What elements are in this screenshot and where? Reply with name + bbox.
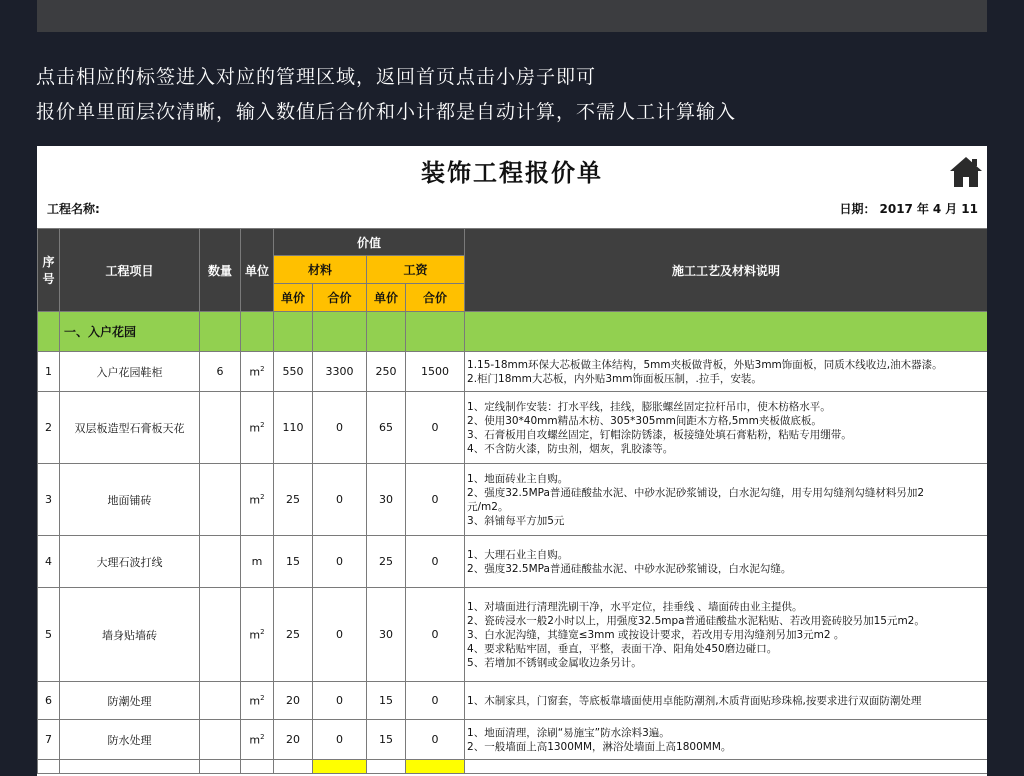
- row-description: [465, 536, 987, 588]
- row-qty: [200, 720, 241, 760]
- row-seq: 4: [38, 536, 60, 588]
- row-material-unit-price: 20: [274, 720, 313, 760]
- row-material-total: 0: [313, 392, 367, 464]
- unit-text: m: [249, 694, 261, 708]
- row-unit: [241, 588, 274, 682]
- description-line: 1、地面清理，涂刷“易施宝”防水涂料3遍。: [467, 726, 670, 739]
- row-item: 墙身贴墙砖: [60, 588, 200, 682]
- unit-superscript: 2: [260, 732, 265, 741]
- row-description: [465, 720, 987, 760]
- section-cell: [465, 312, 987, 352]
- row-description: [465, 588, 987, 682]
- row-item: 入户花园鞋柜: [60, 352, 200, 392]
- header-material: 材料: [274, 256, 367, 284]
- row-material-total: 0: [313, 720, 367, 760]
- date-month: 4: [932, 202, 942, 216]
- table-cell: [274, 760, 313, 774]
- section-cell: [274, 312, 313, 352]
- unit-superscript: 2: [260, 693, 265, 702]
- row-unit: [241, 536, 274, 588]
- row-item: 防潮处理: [60, 682, 200, 720]
- unit-text: m: [249, 365, 261, 379]
- description-line: 4、不含防火漆，防虫剂，烟灰，乳胶漆等。: [467, 442, 674, 455]
- section-cell: [241, 312, 274, 352]
- table-row: [38, 720, 988, 760]
- row-qty: [200, 536, 241, 588]
- row-seq: 5: [38, 588, 60, 682]
- row-labor-unit-price: 15: [367, 682, 406, 720]
- row-material-unit-price: 15: [274, 536, 313, 588]
- table-row: [38, 464, 988, 536]
- row-labor-total: 1500: [406, 352, 465, 392]
- row-material-total: 0: [313, 682, 367, 720]
- description-line: 2、使用30*40mm精品木枋、305*305mm间距木方格,5mm夹板做底板。: [467, 414, 822, 427]
- description-line: 5、若增加不锈钢或金属收边条另计。: [467, 656, 642, 669]
- section-cell: [406, 312, 465, 352]
- unit-text: m: [249, 493, 261, 507]
- unit-superscript: 2: [260, 492, 265, 501]
- row-description: [465, 392, 987, 464]
- row-seq: 2: [38, 392, 60, 464]
- section-row: [38, 312, 988, 352]
- row-material-unit-price: 25: [274, 464, 313, 536]
- description-line: 1、对墙面进行清理洗刷干净，水平定位，挂垂线 、墙面砖由业主提供。: [467, 600, 803, 613]
- row-material-total: 0: [313, 536, 367, 588]
- row-unit: [241, 392, 274, 464]
- section-title: 一、入户花园: [60, 312, 200, 352]
- row-labor-total: 0: [406, 392, 465, 464]
- row-labor-total: 0: [406, 682, 465, 720]
- header-seq: 序号: [38, 229, 60, 312]
- header-material-unit-price: 单价: [274, 284, 313, 312]
- row-seq: 3: [38, 464, 60, 536]
- row-item: 双层板造型石膏板天花: [60, 392, 200, 464]
- section-cell: [313, 312, 367, 352]
- description-line: 4、要求粘贴牢固，垂直，平整，表面干净、阳角处450磨边碰口。: [467, 642, 778, 655]
- header-value: 价值: [274, 229, 465, 256]
- row-item: 防水处理: [60, 720, 200, 760]
- table-row: [38, 682, 988, 720]
- header-item: 工程项目: [60, 229, 200, 312]
- row-seq: 6: [38, 682, 60, 720]
- row-unit: [241, 464, 274, 536]
- header-qty: 数量: [200, 229, 241, 312]
- description-line: 1、大理石业主自购。: [467, 548, 569, 561]
- row-labor-unit-price: 65: [367, 392, 406, 464]
- row-qty: [200, 588, 241, 682]
- row-material-unit-price: 110: [274, 392, 313, 464]
- table-row-partial: [38, 760, 988, 774]
- description-line: 3、斜铺每平方加5元: [467, 514, 565, 527]
- table-cell: [38, 760, 60, 774]
- row-seq: 7: [38, 720, 60, 760]
- row-material-unit-price: 25: [274, 588, 313, 682]
- row-unit: [241, 352, 274, 392]
- row-labor-unit-price: 30: [367, 588, 406, 682]
- row-qty: 6: [200, 352, 241, 392]
- description-line: 1.15-18mm环保大芯板做主体结构，5mm夹板做背板，外贴3mm饰面板，同质木线收边,油木器漆。: [467, 358, 943, 371]
- row-item: 大理石波打线: [60, 536, 200, 588]
- row-qty: [200, 682, 241, 720]
- unit-text: m: [249, 733, 261, 747]
- section-cell: [367, 312, 406, 352]
- top-banner-bar: [37, 0, 987, 32]
- row-labor-total: 0: [406, 536, 465, 588]
- row-material-total: 0: [313, 588, 367, 682]
- description-line: 3、白水泥沟缝，其缝宽≤3mm 或按设计要求，若改用专用沟缝剂另加3元m2 。: [467, 628, 845, 641]
- description-line: 1、地面砖业主自购。: [467, 472, 569, 485]
- row-labor-total: 0: [406, 720, 465, 760]
- description-line: 2、强度32.5MPa普通硅酸盐水泥、中砂水泥砂浆铺设，白水泥勾缝，用专用勾缝剂勾缝材料另加2: [467, 486, 925, 499]
- unit-text: m: [251, 555, 263, 568]
- row-material-total: 0: [313, 464, 367, 536]
- table-cell: [200, 760, 241, 774]
- unit-superscript: 2: [260, 420, 265, 429]
- row-qty: [200, 392, 241, 464]
- date-day: 11: [961, 202, 978, 216]
- date-year: 2017: [879, 202, 913, 216]
- date-label: 日期：: [839, 202, 876, 216]
- row-unit: [241, 720, 274, 760]
- row-material-unit-price: 550: [274, 352, 313, 392]
- row-labor-unit-price: 250: [367, 352, 406, 392]
- unit-text: m: [249, 628, 261, 642]
- table-cell: [367, 760, 406, 774]
- row-seq: 1: [38, 352, 60, 392]
- row-labor-unit-price: 30: [367, 464, 406, 536]
- section-seq: [38, 312, 60, 352]
- description-line: 1、定线制作安装：打水平线，挂线，膨胀螺丝固定拉杆吊巾，使木枋格水平。: [467, 400, 831, 413]
- quotation-table: [37, 228, 987, 774]
- row-material-unit-price: 20: [274, 682, 313, 720]
- description-line: 元/m2。: [467, 500, 509, 513]
- table-row: [38, 392, 988, 464]
- row-unit: [241, 682, 274, 720]
- row-qty: [200, 464, 241, 536]
- description-line: 2.柜门18mm大芯板，内外贴3mm饰面板压制，.拉手，安装。: [467, 372, 762, 385]
- description-line: 2、一般墙面上高1300MM，淋浴处墙面上高1800MM。: [467, 740, 732, 753]
- table-cell: [465, 760, 987, 774]
- row-description: [465, 682, 987, 720]
- table-cell: [313, 760, 367, 774]
- sheet-title: 装饰工程报价单: [421, 158, 603, 187]
- table-cell: [241, 760, 274, 774]
- description-line: 2、瓷砖浸水一般2小时以上，用强度32.5mpa普通硅酸盐水泥粘贴、若改用瓷砖胶另加15元m2。: [467, 614, 925, 627]
- header-labor-total-price: 合价: [406, 284, 465, 312]
- description-line: 2、强度32.5MPa普通硅酸盐水泥、中砂水泥砂浆铺设，白水泥勾缝。: [467, 562, 792, 575]
- row-description: [465, 352, 987, 392]
- unit-superscript: 2: [260, 364, 265, 373]
- home-icon[interactable]: [948, 154, 984, 190]
- row-description: [465, 464, 987, 536]
- header-labor: 工资: [367, 256, 465, 284]
- date-year-unit: 年: [916, 202, 929, 216]
- row-labor-unit-price: 15: [367, 720, 406, 760]
- date-month-unit: 月: [945, 202, 958, 216]
- row-labor-total: 0: [406, 464, 465, 536]
- row-material-total: 3300: [313, 352, 367, 392]
- row-item: 地面铺砖: [60, 464, 200, 536]
- header-labor-unit-price: 单价: [367, 284, 406, 312]
- section-cell: [200, 312, 241, 352]
- header-unit: 单位: [241, 229, 274, 312]
- row-labor-unit-price: 25: [367, 536, 406, 588]
- header-desc: 施工工艺及材料说明: [465, 229, 987, 312]
- table-cell: [406, 760, 465, 774]
- header-material-total-price: 合价: [313, 284, 367, 312]
- project-name-label: 工程名称:: [47, 202, 100, 216]
- unit-superscript: 2: [260, 627, 265, 636]
- intro-line-1: 点击相应的标签进入对应的管理区域，返回首页点击小房子即可: [36, 66, 597, 88]
- table-row: [38, 588, 988, 682]
- quotation-sheet: [37, 146, 987, 776]
- description-line: 1、木制家具，门窗套，等底板靠墙面使用卓能防潮剂,木质背面贴珍珠棉,按要求进行双面防潮处理: [467, 694, 922, 707]
- description-line: 3、石膏板用自攻螺丝固定，钉帽涂防锈漆，板接缝处填石膏粘粉，粘贴专用绷带。: [467, 428, 852, 441]
- date-line: [835, 200, 978, 217]
- row-labor-total: 0: [406, 588, 465, 682]
- intro-line-2: 报价单里面层次清晰，输入数值后合价和小计都是自动计算，不需人工计算输入: [36, 101, 737, 123]
- table-body: [38, 352, 988, 760]
- table-row: [38, 352, 988, 392]
- table-row: [38, 536, 988, 588]
- unit-text: m: [249, 421, 261, 435]
- table-cell: [60, 760, 200, 774]
